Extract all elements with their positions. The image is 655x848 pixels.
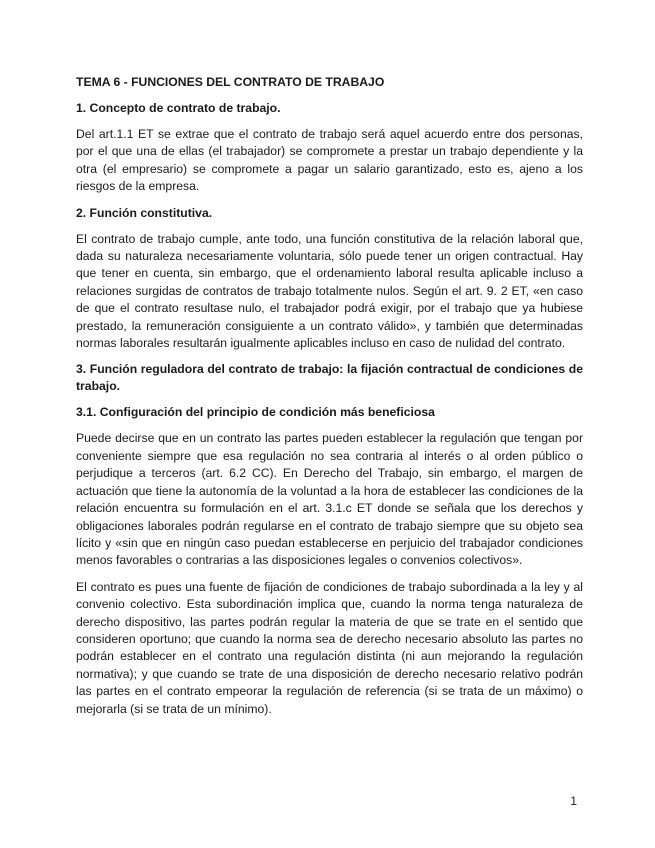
section-condicion-mas-beneficiosa bbox=[76, 404, 583, 718]
paragraph: Del art.1.1 ET se extrae que el contrato de trabajo será aquel acuerdo entre dos personas, por el que una de ellas (el trabajador) se compromete a prestar un trabajo dependiente y la otra (el empresario) se compromete a pagar un salario garantizado, esto es, ajeno a los riesgos de la empresa. bbox=[76, 127, 583, 194]
section-heading: 3. Función reguladora del contrato de trabajo: la fijación contractual de condiciones de trabajo. bbox=[76, 362, 583, 394]
section-heading: 1. Concepto de contrato de trabajo. bbox=[76, 101, 281, 115]
section-funcion-constitutiva bbox=[76, 205, 583, 353]
section-heading: 3.1. Configuración del principio de condición más beneficiosa bbox=[76, 405, 435, 420]
paragraph: El contrato es pues una fuente de fijación de condiciones de trabajo subordinada a la ley y al convenio colectivo. Esta subordinación implica que, cuando la norma tenga naturaleza de derecho dispositivo, las partes podrán regular la materia de que se trate en el sentido que consideren oportuno; que cuando la norma sea de derecho necesario absoluto las partes no podrán establecer en el contrato una regulación distinta (ni aun mejorando la regulación normativa); y que cuando se trate de una disposición de derecho necesario relativo podrán las partes en el contrato empeorar la regulación de referencia (si se trata de un máximo) o mejorarla (si se trata de un mínimo). bbox=[76, 579, 583, 716]
document-page bbox=[76, 74, 583, 727]
page-number: 1 bbox=[570, 794, 577, 808]
section-heading: 2. Función constitutiva. bbox=[76, 205, 213, 220]
paragraph: Puede decirse que en un contrato las partes pueden establecer la regulación que tengan por conveniente siempre que esa regulación no sea contraria al interés o al orden público o perjudique a terceros (art. 6.2 CC). En Derecho del Trabajo, sin embargo, el margen de actuación que tiene la autonomía de la voluntad a la hora de establecer las condiciones de la relación encuentra su formulación en el art. 3.1.c ET donde se señala que los derechos y obligaciones laborales podrán regularse en el contrato de trabajo siempre que su objeto sea lícito y «sin que en ningún caso puedan establecerse en perjuicio del trabajador condiciones menos favorables o contrarias a las disposiciones legales o convenios colectivos». bbox=[76, 431, 583, 568]
section-funcion-reguladora bbox=[76, 361, 583, 395]
paragraph: El contrato de trabajo cumple, ante todo, una función constitutiva de la relación laboral que, dada su naturaleza necesariamente voluntaria, sólo puede tener un origen contractual. Hay que tener en cuenta, sin embargo, que el ordenamiento laboral resulta aplicable incluso a relaciones surgidas de contratos de trabajo totalmente nulos. Según el art. 9. 2 ET, «en caso de que el contrato resultase nulo, el trabajador podrá exigir, por el trabajo que ya hubiese prestado, la remuneración consiguiente a un contrato válido», y también que determinadas normas laborales resultarán igualmente aplicables incluso en caso de nulidad del contrato. bbox=[76, 231, 583, 351]
section-concepto bbox=[76, 100, 583, 196]
document-title: TEMA 6 - FUNCIONES DEL CONTRATO DE TRABAJO bbox=[76, 75, 385, 89]
